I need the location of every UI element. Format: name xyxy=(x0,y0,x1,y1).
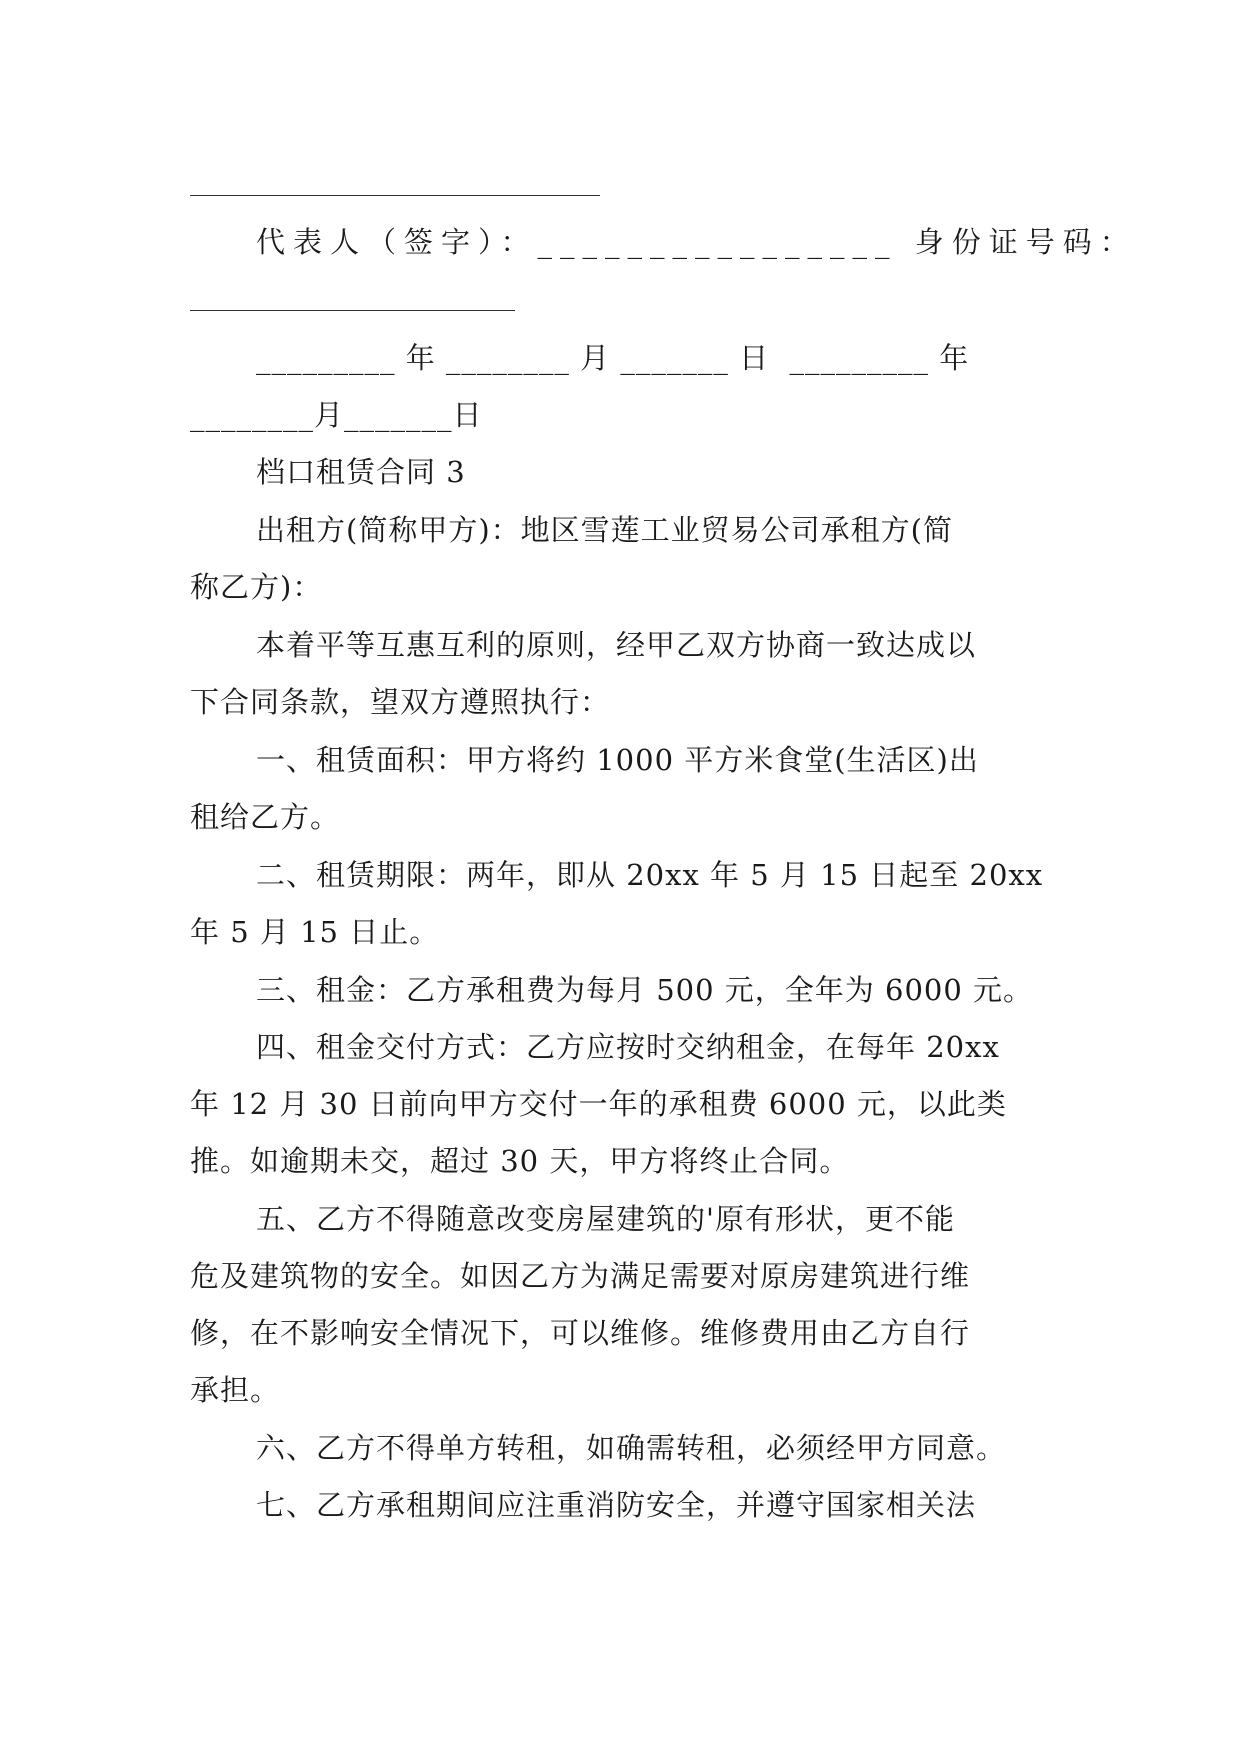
clause-5-line: 修，在不影响安全情况下，可以维修。维修费用由乙方自行 xyxy=(190,1316,971,1350)
id-number-underline xyxy=(190,310,515,311)
clause-7-line: 七、乙方承租期间应注重消防安全，并遵守国家相关法 xyxy=(256,1488,977,1522)
clause-1-line: 租给乙方。 xyxy=(190,800,341,834)
section-title: 档口租赁合同 3 xyxy=(256,455,466,489)
clause-5-line: 危及建筑物的安全。如因乙方为满足需要对原房建筑进行维 xyxy=(190,1259,971,1293)
clause-1-line: 一、租赁面积：甲方将约 1000 平方米食堂(生活区)出 xyxy=(256,743,979,777)
paragraph-line: 下合同条款，望双方遵照执行： xyxy=(190,685,611,719)
clause-4-line: 推。如逾期未交，超过 30 天，甲方将终止合同。 xyxy=(190,1144,850,1178)
clause-3-line: 三、租金：乙方承租费为每月 500 元，全年为 6000 元。 xyxy=(256,973,1034,1007)
paragraph-line: 本着平等互惠互利的原则，经甲乙双方协商一致达成以 xyxy=(256,628,977,662)
clause-5-line: 承担。 xyxy=(190,1373,281,1407)
paragraph-line: 称乙方)： xyxy=(190,570,323,604)
date-line-1: _________ 年 ________ 月 _______ 日 _________ 年 xyxy=(256,341,970,375)
clause-4-line: 四、租金交付方式：乙方应按时交纳租金，在每年 20xx xyxy=(256,1030,1000,1064)
signature-underline-top xyxy=(190,195,600,196)
clause-4-line: 年 12 月 30 日前向甲方交付一年的承租费 6000 元，以此类 xyxy=(190,1087,1007,1121)
clause-2-line: 二、租赁期限：两年，即从 20xx 年 5 月 15 日起至 20xx xyxy=(256,858,1044,892)
paragraph-line: 出租方(简称甲方)：地区雪莲工业贸易公司承租方(简 xyxy=(256,513,953,547)
clause-5-line: 五、乙方不得随意改变房屋建筑的'原有形状，更不能 xyxy=(256,1202,955,1236)
date-line-2: ________月_______日 xyxy=(190,398,483,432)
clause-2-line: 年 5 月 15 日止。 xyxy=(190,915,440,949)
clause-6-line: 六、乙方不得单方转租，如确需转租，必须经甲方同意。 xyxy=(256,1431,1007,1465)
representative-signature-line: 代表人（签字）：________________ 身份证号码： xyxy=(256,225,1137,259)
